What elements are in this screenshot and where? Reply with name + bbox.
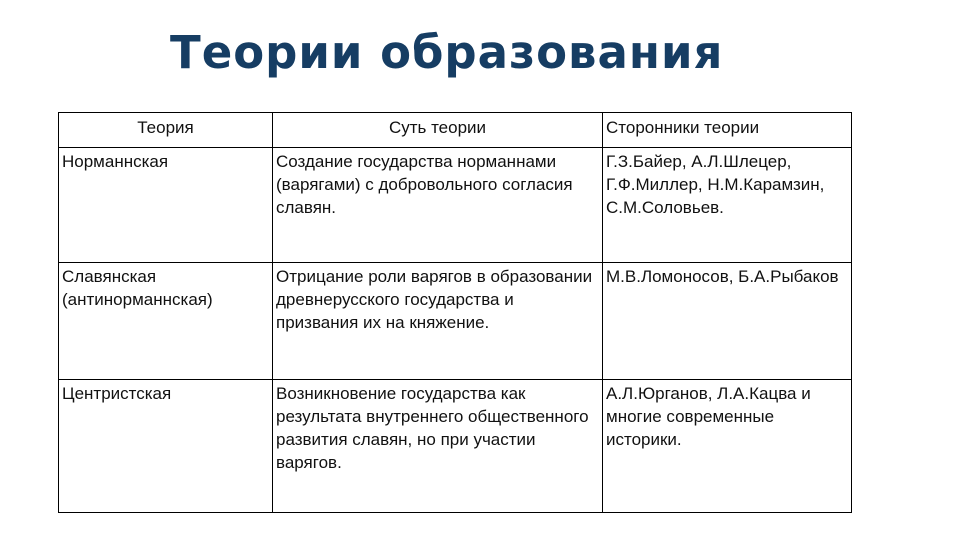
theory-cell: Центристская <box>59 380 273 513</box>
essence-cell: Возникновение государства как результата внутреннего общественного развития славян, но при участии варягов. <box>273 380 603 513</box>
theory-cell: Славянская (антинорманнская) <box>59 263 273 380</box>
essence-cell: Отрицание роли варягов в образовании древнерусского государства и призвания их на княжение. <box>273 263 603 380</box>
essence-cell: Создание государства норманнами (варягами) с добровольного согласия славян. <box>273 148 603 263</box>
column-header-supporters: Сторонники теории <box>603 113 852 148</box>
supporters-cell: Г.З.Байер, А.Л.Шлецер, Г.Ф.Миллер, Н.М.Карамзин, С.М.Соловьев. <box>603 148 852 263</box>
table-header-row <box>59 113 852 148</box>
supporters-cell: А.Л.Юрганов, Л.А.Кацва и многие современные историки. <box>603 380 852 513</box>
table-row <box>59 380 852 513</box>
page-title: Теории образования <box>170 26 724 79</box>
table-row <box>59 263 852 380</box>
supporters-cell: М.В.Ломоносов, Б.А.Рыбаков <box>603 263 852 380</box>
column-header-theory: Теория <box>59 113 273 148</box>
theory-cell: Норманнская <box>59 148 273 263</box>
column-header-essence: Суть теории <box>273 113 603 148</box>
theories-table <box>58 112 852 513</box>
table-row <box>59 148 852 263</box>
